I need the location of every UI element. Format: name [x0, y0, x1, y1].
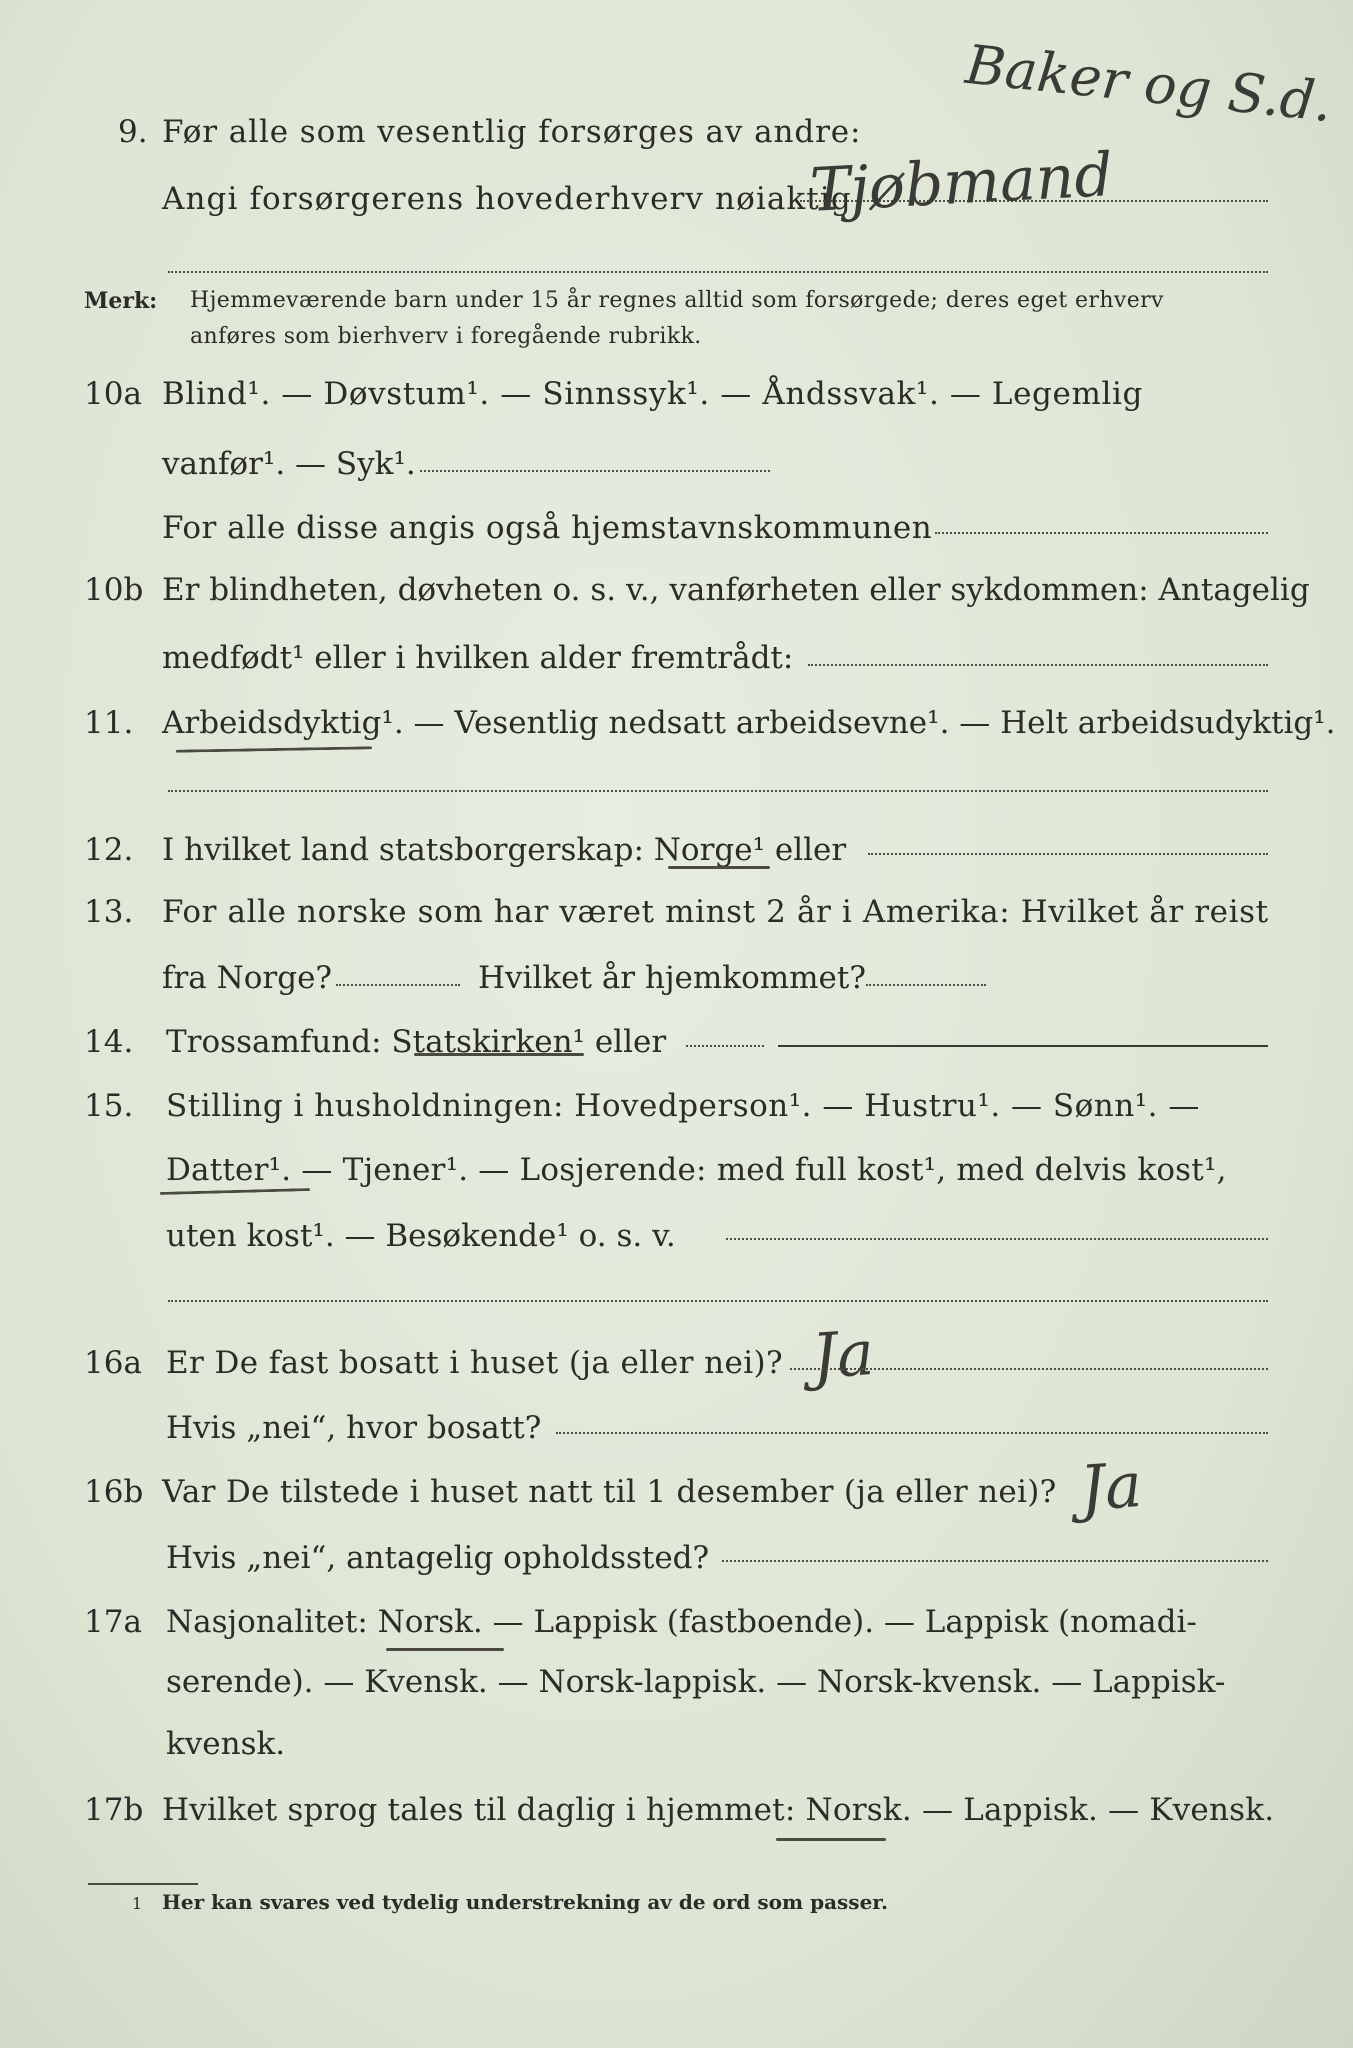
q17a-text-line3: kvensk.: [166, 1726, 286, 1762]
q14-number: 14.: [84, 1024, 134, 1060]
q15-text-line1: Stilling i husholdningen: Hovedperson¹. — Hustru¹. — Sønn¹. —: [166, 1088, 1200, 1124]
q11-underline-arbeidsdyktig: [176, 746, 372, 752]
handwritten-answer-ja-16b: Ja: [1077, 1447, 1145, 1526]
q11-number: 11.: [84, 705, 134, 741]
q12-answer-line: [868, 853, 1268, 855]
q16b-number: 16b: [84, 1474, 144, 1510]
q14-underline-statskirken: [414, 1053, 584, 1056]
q16a-residence-line: [556, 1432, 1268, 1434]
q11-text-line1: Arbeidsdyktig¹. — Vesentlig nedsatt arbeidsevne¹. — Helt arbeidsudyktig¹.: [162, 705, 1336, 741]
q10b-number: 10b: [84, 572, 144, 608]
footnote-text: Her kan svares ved tydelig understrekning av de ord som passer.: [162, 1890, 888, 1914]
q17a-underline-norsk: [386, 1648, 504, 1651]
q15-text-line3: uten kost¹. — Besøkende¹ o. s. v.: [166, 1218, 676, 1254]
q10a-hometown-line: [935, 532, 1268, 534]
q17a-text-line2: serende). — Kvensk. — Norsk-lappisk. — Norsk-kvensk. — Lappisk-: [166, 1664, 1226, 1700]
q10b-text-line2: medfødt¹ eller i hvilken alder fremtrådt:: [162, 640, 794, 676]
q9-answer-line-2: [168, 271, 1268, 273]
q15-underline-datter: [160, 1188, 310, 1195]
q9-number: 9.: [118, 114, 148, 150]
q10a-number: 10a: [84, 376, 142, 412]
q13-text-line2b: Hvilket år hjemkommet?: [478, 960, 866, 996]
q15-text-line2: Datter¹. — Tjener¹. — Losjerende: med full kost¹, med delvis kost¹,: [166, 1152, 1227, 1188]
footnote-rule: [88, 1883, 198, 1885]
q13-text-line1: For alle norske som har været minst 2 år i Amerika: Hvilket år reist: [162, 894, 1269, 930]
q10b-text-line1: Er blindheten, døvheten o. s. v., vanførheten eller sykdommen: Antagelig: [162, 572, 1310, 608]
q10a-text-line3: For alle disse angis også hjemstavnskommunen: [162, 510, 933, 546]
q12-text-line1: I hvilket land statsborgerskap: Norge¹ eller: [162, 832, 847, 868]
q17b-text-line1: Hvilket sprog tales til daglig i hjemmet: Norsk. — Lappisk. — Kvensk.: [162, 1792, 1275, 1828]
q16b-text-line1: Var De tilstede i huset natt til 1 desember (ja eller nei)?: [162, 1474, 1057, 1510]
q11-answer-line: [168, 790, 1268, 792]
q16b-stay-line: [722, 1560, 1268, 1562]
merk-text-line1: Hjemmeværende barn under 15 år regnes alltid som forsørgede; deres eget erhverv: [190, 288, 1164, 313]
q10a-text-line1: Blind¹. — Døvstum¹. — Sinnssyk¹. — Åndssvak¹. — Legemlig: [162, 376, 1143, 412]
q13-year-returned-line: [866, 984, 986, 986]
q17b-number: 17b: [84, 1792, 144, 1828]
q12-underline-norge: [668, 866, 770, 869]
q9-text-line1: Før alle som vesentlig forsørges av andre:: [162, 114, 862, 150]
handwritten-occupation-answer: Tjøbmand: [808, 140, 1115, 226]
q9-text-line2: Angi forsørgerens hovederhverv nøiaktig: [162, 181, 852, 217]
q14-answer-line-b: [778, 1045, 1268, 1047]
q14-answer-line-a: [686, 1045, 764, 1047]
q17b-underline-norsk: [776, 1838, 886, 1841]
footnote-mark: 1: [132, 1894, 143, 1913]
q16a-answer-line: [790, 1368, 1268, 1370]
q16a-text-line1: Er De fast bosatt i huset (ja eller nei)?: [166, 1345, 784, 1381]
q15-number: 15.: [84, 1088, 134, 1124]
q17a-text-line1: Nasjonalitet: Norsk. — Lappisk (fastboende). — Lappisk (nomadi-: [166, 1604, 1197, 1640]
handwritten-answer-ja-16a: Ja: [809, 1315, 877, 1394]
q10a-answer-line: [420, 470, 770, 472]
q13-year-left-line: [336, 984, 460, 986]
merk-text-line2: anføres som bierhverv i foregående rubrikk.: [190, 324, 702, 349]
q17a-number: 17a: [84, 1604, 142, 1640]
q13-text-line2a: fra Norge?: [162, 960, 333, 996]
q16a-number: 16a: [84, 1345, 142, 1381]
q16b-text-line2: Hvis „nei“, antagelig opholdssted?: [166, 1540, 710, 1576]
q15-answer-line-2: [168, 1300, 1268, 1302]
q14-text-line1: Trossamfund: Statskirken¹ eller: [166, 1024, 667, 1060]
handwritten-occupation-note: Baker og S.d.: [962, 32, 1336, 135]
q10b-answer-line: [808, 664, 1268, 666]
q15-answer-line: [726, 1238, 1268, 1240]
q10a-text-line2: vanfør¹. — Syk¹.: [162, 446, 416, 482]
q12-number: 12.: [84, 832, 134, 868]
q13-number: 13.: [84, 894, 134, 930]
q16a-text-line2: Hvis „nei“, hvor bosatt?: [166, 1410, 542, 1446]
merk-label: Merk:: [84, 288, 158, 314]
